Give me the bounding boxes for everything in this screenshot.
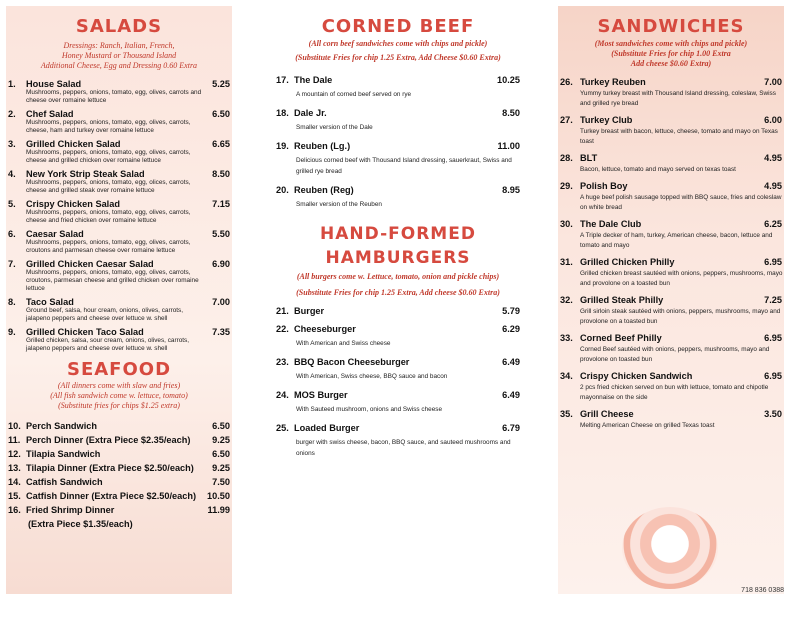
- salads-title: SALADS: [75, 16, 163, 37]
- menu-item-title: [276, 185, 354, 195]
- seafood-notes: [6, 381, 232, 411]
- menu-item: [558, 115, 784, 147]
- menu-item-title: [560, 257, 674, 267]
- corned-beef-note: (All corn beef sandwiches come with chips and pickle): [308, 39, 488, 48]
- menu-item-description: With Sauteed mushroom, onions and Swiss cheese: [296, 406, 442, 413]
- menu-item-number: 25.: [276, 423, 289, 433]
- menu-item-title: [276, 108, 327, 118]
- menu-item-name: Tilapia Dinner (Extra Piece $2.50/each): [26, 463, 194, 473]
- menu-item-row: [6, 449, 232, 459]
- menu-item-price: 8.95: [502, 185, 520, 195]
- menu-item-number: 14.: [8, 477, 21, 487]
- menu-item-title: [560, 333, 662, 343]
- menu-item-description: Mushrooms, peppers, onions, tomato, egg, olices, carrots, cheese and grilled steak over romaine lettuce: [26, 179, 191, 194]
- food-plate-image: [622, 507, 718, 589]
- menu-item-price: 7.15: [212, 199, 230, 209]
- menu-item-description: A mountain of corned beef served on rye: [296, 91, 412, 98]
- menu-item-number: 21.: [276, 306, 289, 316]
- menu-item-row: [6, 463, 232, 473]
- menu-item-number: 34.: [560, 371, 573, 381]
- corned-burgers-column: [276, 6, 520, 594]
- menu-item-price: 7.35: [212, 327, 230, 337]
- menu-item-title: [8, 79, 81, 89]
- menu-item-name: Turkey Club: [580, 115, 633, 125]
- menu-item-row: [6, 327, 232, 337]
- menu-item-price: 6.25: [764, 219, 782, 229]
- menu-item-name: Chef Salad: [26, 109, 74, 119]
- menu-item-row: [276, 306, 520, 316]
- menu-item-title: [8, 435, 190, 445]
- burgers-note: (All burgers come w. Lettuce, tomato, onion and pickle chips): [296, 272, 500, 281]
- menu-item-number: 1.: [8, 79, 16, 89]
- menu-item-price: 8.50: [502, 108, 520, 118]
- menu-item-row: [558, 77, 784, 87]
- menu-item-name: Perch Sandwich: [26, 421, 97, 431]
- menu-item-title: [560, 153, 597, 163]
- salads-list: [6, 79, 232, 353]
- menu-item-title: [560, 115, 632, 125]
- menu-item: [6, 435, 232, 445]
- menu-item: [6, 109, 232, 135]
- menu-item-title: [8, 477, 103, 487]
- menu-item-description: Ground beef, salsa, hour cream, onions, olives, carrots, jalapeno peppers and cheese over lettuce w. shell: [26, 307, 184, 322]
- menu-item: [276, 306, 520, 316]
- menu-item-description: With American and Swiss cheese: [296, 340, 391, 347]
- corned-beef-note: (Substitute Fries for chip 1.25 Extra, Add Cheese $0.60 Extra): [295, 53, 501, 62]
- menu-item-description: burger with swiss cheese, bacon, BBQ sauce, and sauteed mushrooms and onions: [296, 439, 511, 457]
- menu-item-number: 28.: [560, 153, 573, 163]
- menu-item-title: [560, 219, 641, 229]
- corned-beef-list: [276, 75, 520, 210]
- seafood-title: SEAFOOD: [66, 359, 172, 380]
- menu-item: [558, 219, 784, 251]
- menu-item: [276, 75, 520, 100]
- menu-item-description: Turkey breast with bacon, lettuce, cheese, tomato and mayo on Texas toast: [580, 128, 778, 145]
- menu-item-number: 9.: [8, 327, 16, 337]
- sandwiches-column: [558, 6, 784, 594]
- menu-item-description: Melting American Cheese on grilled Texas toast: [580, 422, 715, 429]
- menu-item-name: BBQ Bacon Cheeseburger: [294, 357, 410, 367]
- phone-number: 718 836 0388: [741, 587, 784, 594]
- menu-item: [276, 357, 520, 382]
- menu-item: [6, 79, 232, 105]
- menu-item-description: Mushrooms, peppers, onions, tomato, egg, olives, carrots and cheese over romaine lettuce: [26, 89, 202, 104]
- burgers-notes: [276, 272, 520, 298]
- menu-item-price: 5.79: [502, 306, 520, 316]
- menu-item-description: Grilled chicken breast sautéed with onions, peppers, mushrooms, mayo and provolone on a toasted bun: [580, 270, 783, 287]
- menu-item-description: Mushrooms, peppers, onions, tomato, egg, olives, carrots, cheese, ham and turkey over romaine lettuce: [26, 119, 191, 134]
- menu-item-number: 5.: [8, 199, 16, 209]
- corned-beef-title: CORNED BEEF: [321, 16, 475, 37]
- burgers-list: [276, 306, 520, 459]
- menu-item-title: [8, 109, 73, 119]
- menu-item-row: [276, 75, 520, 85]
- menu-item-number: 30.: [560, 219, 573, 229]
- menu-item-price: 6.95: [764, 257, 782, 267]
- menu-item-number: 31.: [560, 257, 573, 267]
- menu-item: [6, 421, 232, 431]
- menu-item-row: [6, 491, 232, 501]
- menu-item: [558, 371, 784, 403]
- menu-item-name: The Dale Club: [580, 219, 642, 229]
- menu-item-number: 6.: [8, 229, 16, 239]
- menu-item-number: 8.: [8, 297, 16, 307]
- menu-item-name: Dale Jr.: [294, 108, 327, 118]
- menu-item: [6, 449, 232, 459]
- menu-item: [558, 257, 784, 289]
- menu-item-name: Grilled Chicken Salad: [26, 139, 121, 149]
- menu-item: [558, 181, 784, 213]
- menu-item-number: 27.: [560, 115, 573, 125]
- menu-item-number: 16.: [8, 505, 21, 515]
- menu-item-name: Tilapia Sandwich: [26, 449, 101, 459]
- menu-item-name: Taco Salad: [26, 297, 74, 307]
- menu-item: [6, 477, 232, 487]
- menu-item-number: 4.: [8, 169, 16, 179]
- menu-item-title: [8, 229, 84, 239]
- menu-item-number: 35.: [560, 409, 573, 419]
- menu-item: [6, 505, 232, 515]
- menu-item-row: [6, 477, 232, 487]
- menu-item: [276, 108, 520, 133]
- menu-item-name: BLT: [580, 153, 598, 163]
- menu-item-title: [560, 181, 627, 191]
- menu-item-row: [558, 295, 784, 305]
- menu-item-name: Crispy Chicken Salad: [26, 199, 120, 209]
- menu-item-title: [560, 295, 663, 305]
- menu-item-title: [8, 297, 74, 307]
- menu-item-row: [558, 219, 784, 229]
- menu-item-title: [276, 141, 350, 151]
- menu-item-number: 29.: [560, 181, 573, 191]
- menu-item-description: Grilled chicken, salsa, sour cream, onions, olives, carrots, jalapeno peppers and cheese over lettuce w. shell: [26, 337, 190, 352]
- menu-item-price: 6.29: [502, 324, 520, 334]
- menu-item-number: 3.: [8, 139, 16, 149]
- menu-item-name: Catfish Dinner (Extra Piece $2.50/each): [26, 491, 197, 501]
- menu-item-price: 4.95: [764, 181, 782, 191]
- menu-item-price: 9.25: [212, 435, 230, 445]
- menu-item-number: 11.: [8, 435, 21, 445]
- menu-item-title: [276, 306, 324, 316]
- sandwiches-note: (Most sandwiches come with chips and pickle): [594, 39, 748, 48]
- menu-item-number: 2.: [8, 109, 16, 119]
- menu-item-row: [276, 357, 520, 367]
- menu-item-description: Corned Beef sautéed with onions, peppers, mushrooms, mayo and provolone on toasted bun: [580, 346, 770, 363]
- menu-item-number: 22.: [276, 324, 289, 334]
- menu-item-name: Turkey Reuben: [580, 77, 646, 87]
- menu-item-title: [276, 75, 332, 85]
- menu-item-row: [276, 390, 520, 400]
- menu-item-name: Corned Beef Philly: [580, 333, 662, 343]
- menu-item-description: Mushrooms, peppers, onions, tomato, egg, olives, carrots, cheese and grilled chicken over romaine lettuce: [26, 149, 191, 164]
- menu-item-price: 6.50: [212, 109, 230, 119]
- menu-item-name: Reuben (Lg.): [294, 141, 351, 151]
- menu-item: [6, 169, 232, 195]
- seafood-note: (Substitute fries for chips $1.25 extra): [58, 401, 180, 410]
- menu-item-name: The Dale: [294, 75, 333, 85]
- sandwiches-note: Add cheese $0.60 Extra): [630, 59, 712, 68]
- menu-item-row: [6, 169, 232, 179]
- menu-item-title: [8, 327, 144, 337]
- seafood-extra-note: (Extra Piece $1.35/each): [28, 519, 133, 529]
- menu-item-price: 7.25: [764, 295, 782, 305]
- menu-item-name: New York Strip Steak Salad: [26, 169, 145, 179]
- menu-item-description: Delicious corned beef with Thousand Island dressing, sauerkraut, Swiss and grilled rye bread: [296, 157, 512, 175]
- menu-item-description: A Triple decker of ham, turkey, American cheese, bacon, lettuce and tomato and mayo: [580, 232, 773, 249]
- menu-item-name: Grill Cheese: [580, 409, 634, 419]
- seafood-note: (All dinners come with slaw and fries): [57, 381, 181, 390]
- menu-item-title: [8, 259, 154, 269]
- menu-item-price: 5.50: [212, 229, 230, 239]
- menu-item-price: 6.65: [212, 139, 230, 149]
- menu-item: [6, 463, 232, 473]
- menu-item-name: Perch Dinner (Extra Piece $2.35/each): [26, 435, 191, 445]
- menu-item-name: Catfish Sandwich: [26, 477, 103, 487]
- menu-item: [558, 409, 784, 431]
- seafood-note: (All fish sandwich come w. lettuce, tomato): [50, 391, 188, 400]
- menu-item-title: [560, 77, 646, 87]
- menu-item-title: [276, 423, 359, 433]
- menu-item-row: [558, 371, 784, 381]
- menu-item-number: 12.: [8, 449, 21, 459]
- menu-item-title: [8, 199, 120, 209]
- menu-item-price: 9.25: [212, 463, 230, 473]
- menu-item-title: [276, 324, 356, 334]
- menu-item-title: [8, 139, 120, 149]
- burgers-title-line1: HAND-FORMED: [320, 224, 476, 244]
- salads-note: Additional Cheese, Egg and Dressing 0.60 Extra: [40, 61, 198, 70]
- menu-item: [6, 139, 232, 165]
- menu-item-row: [6, 139, 232, 149]
- menu-item-name: Reuben (Reg): [294, 185, 354, 195]
- menu-item-row: [6, 229, 232, 239]
- menu-item-title: [8, 449, 100, 459]
- menu-item-price: 8.50: [212, 169, 230, 179]
- burgers-title-line2: HAMBURGERS: [325, 248, 471, 268]
- menu-item-price: 6.49: [502, 390, 520, 400]
- menu-item: [276, 390, 520, 415]
- menu-item-price: 7.50: [212, 477, 230, 487]
- menu-item-row: [558, 409, 784, 419]
- menu-item-row: [558, 181, 784, 191]
- menu-item-number: 15.: [8, 491, 21, 501]
- sandwiches-notes: [558, 39, 784, 69]
- menu-item-description: Mushrooms, peppers, onions, tomato, egg, olives, carrots, croutons, parmesan cheese and grilled chicken over romaine lettuce: [26, 269, 199, 292]
- menu-item: [276, 324, 520, 349]
- menu-item-title: [276, 390, 348, 400]
- menu-item-number: 13.: [8, 463, 21, 473]
- menu-item-name: Grilled Chicken Taco Salad: [26, 327, 144, 337]
- corned-beef-notes: [276, 39, 520, 63]
- menu-item-price: 7.00: [212, 297, 230, 307]
- menu-item: [276, 185, 520, 210]
- menu-item: [6, 229, 232, 255]
- menu-item-price: 11.00: [497, 141, 520, 151]
- menu-item-number: 23.: [276, 357, 289, 367]
- menu-item-title: [8, 169, 145, 179]
- menu-item-row: [6, 259, 232, 269]
- sandwiches-list: [558, 77, 784, 431]
- menu-item-title: [8, 421, 97, 431]
- menu-item: [558, 333, 784, 365]
- menu-item-description: Smaller version of the Dale: [296, 124, 373, 131]
- menu-item: [6, 199, 232, 225]
- menu-item-row: [558, 153, 784, 163]
- menu-item-name: House Salad: [26, 79, 82, 89]
- menu-item-name: Grilled Steak Philly: [580, 295, 664, 305]
- menu-item-row: [558, 257, 784, 267]
- menu-item-price: 10.50: [207, 491, 230, 501]
- menu-item-row: [276, 324, 520, 334]
- menu-item-number: 20.: [276, 185, 289, 195]
- menu-item-description: Smaller version of the Reuben: [296, 201, 382, 208]
- menu-item-description: With American, Swiss cheese, BBQ sauce and bacon: [296, 373, 448, 380]
- menu-item-row: [6, 297, 232, 307]
- salads-seafood-column: [6, 6, 232, 594]
- menu-item: [558, 295, 784, 327]
- menu-item: [6, 259, 232, 293]
- menu-item-row: [558, 333, 784, 343]
- menu-item-description: Mushrooms, peppers, onions, tomato, egg, olives, carrots, croutons and parmesan cheese over romaine lettuce: [26, 239, 191, 254]
- menu-item-title: [560, 409, 634, 419]
- menu-item-price: 6.95: [764, 333, 782, 343]
- menu-item-number: 10.: [8, 421, 21, 431]
- menu-item-name: Crispy Chicken Sandwich: [580, 371, 693, 381]
- burgers-note: (Substitute Fries for chip 1.25 Extra, Add cheese $0.60 Extra): [296, 288, 500, 297]
- menu-item-name: Caesar Salad: [26, 229, 84, 239]
- menu-item-row: [6, 421, 232, 431]
- menu-item-description: 2 pcs fried chicken served on bun with lettuce, tomato and chipotle mayonnaise on the side: [580, 384, 769, 401]
- menu-item-price: 6.50: [212, 449, 230, 459]
- menu-item-name: Grilled Chicken Philly: [580, 257, 675, 267]
- menu-item-name: Polish Boy: [580, 181, 628, 191]
- menu-item-price: 10.25: [497, 75, 520, 85]
- salads-notes: [6, 41, 232, 71]
- menu-item-row: [276, 141, 520, 151]
- menu-item-title: [8, 491, 196, 501]
- menu-item-price: 6.90: [212, 259, 230, 269]
- menu-item-name: Cheeseburger: [294, 324, 356, 334]
- menu-item-price: 6.79: [502, 423, 520, 433]
- menu-item-title: [276, 357, 409, 367]
- menu-item-description: Bacon, lettuce, tomato and mayo served on texas toast: [580, 166, 736, 173]
- salads-note: Dressings: Ranch, Italian, French,: [63, 41, 175, 50]
- menu-item-price: 6.00: [764, 115, 782, 125]
- menu-item-title: [560, 371, 692, 381]
- menu-item-row: [6, 505, 232, 515]
- menu-item-name: Fried Shrimp Dinner: [26, 505, 115, 515]
- menu-item-price: 6.50: [212, 421, 230, 431]
- menu-item-description: A huge beef polish sausage topped with BBQ sauce, fries and coleslaw on white bread: [580, 194, 782, 211]
- menu-item-title: [8, 463, 194, 473]
- menu-item-price: 6.49: [502, 357, 520, 367]
- menu-item-row: [6, 79, 232, 89]
- menu-item-number: 7.: [8, 259, 16, 269]
- menu-item-row: [276, 108, 520, 118]
- menu-item-title: [8, 505, 114, 515]
- menu-item: [6, 491, 232, 501]
- menu-item-description: Yummy turkey breast with Thousand Island dressing, coleslaw, Swiss and grilled rye bread: [580, 90, 776, 107]
- menu-item-price: 11.99: [207, 505, 230, 515]
- menu-item-price: 7.00: [764, 77, 782, 87]
- menu-item-row: [276, 423, 520, 433]
- menu-item-row: [6, 199, 232, 209]
- menu-item-name: Burger: [294, 306, 325, 316]
- menu-item-price: 6.95: [764, 371, 782, 381]
- menu-item-row: [6, 435, 232, 445]
- menu-item: [6, 327, 232, 353]
- menu-item-description: Mushrooms, peppers, onions, tomato, egg, olives, carrots, cheese and fried chicken over romaine lettuce: [26, 209, 191, 224]
- menu-item: [6, 297, 232, 323]
- menu-item-number: 32.: [560, 295, 573, 305]
- menu-item: [276, 141, 520, 177]
- menu-item-number: 24.: [276, 390, 289, 400]
- menu-item-number: 18.: [276, 108, 289, 118]
- menu-item-price: 4.95: [764, 153, 782, 163]
- menu-item-name: MOS Burger: [294, 390, 348, 400]
- menu-item-name: Loaded Burger: [294, 423, 360, 433]
- menu-item-row: [6, 109, 232, 119]
- menu-item: [558, 153, 784, 175]
- menu-item-name: Grilled Chicken Caesar Salad: [26, 259, 154, 269]
- menu-item-number: 17.: [276, 75, 289, 85]
- menu-item: [276, 423, 520, 459]
- menu-item-number: 19.: [276, 141, 289, 151]
- sandwiches-title: SANDWICHES: [597, 16, 745, 37]
- menu-item: [558, 77, 784, 109]
- menu-item-number: 26.: [560, 77, 573, 87]
- menu-item-price: 3.50: [764, 409, 782, 419]
- menu-item-row: [558, 115, 784, 125]
- menu-item-description: Grill sirloin steak sautéed with onions, peppers, mushrooms, mayo and provolone on a toasted bun: [580, 308, 781, 325]
- sandwiches-note: (Substitute Fries for chip 1.00 Extra: [611, 49, 731, 58]
- salads-note: Honey Mustard or Thousand Island: [61, 51, 177, 60]
- menu-item-number: 33.: [560, 333, 573, 343]
- seafood-list: [6, 421, 232, 515]
- menu-item-price: 5.25: [212, 79, 230, 89]
- menu-item-row: [276, 185, 520, 195]
